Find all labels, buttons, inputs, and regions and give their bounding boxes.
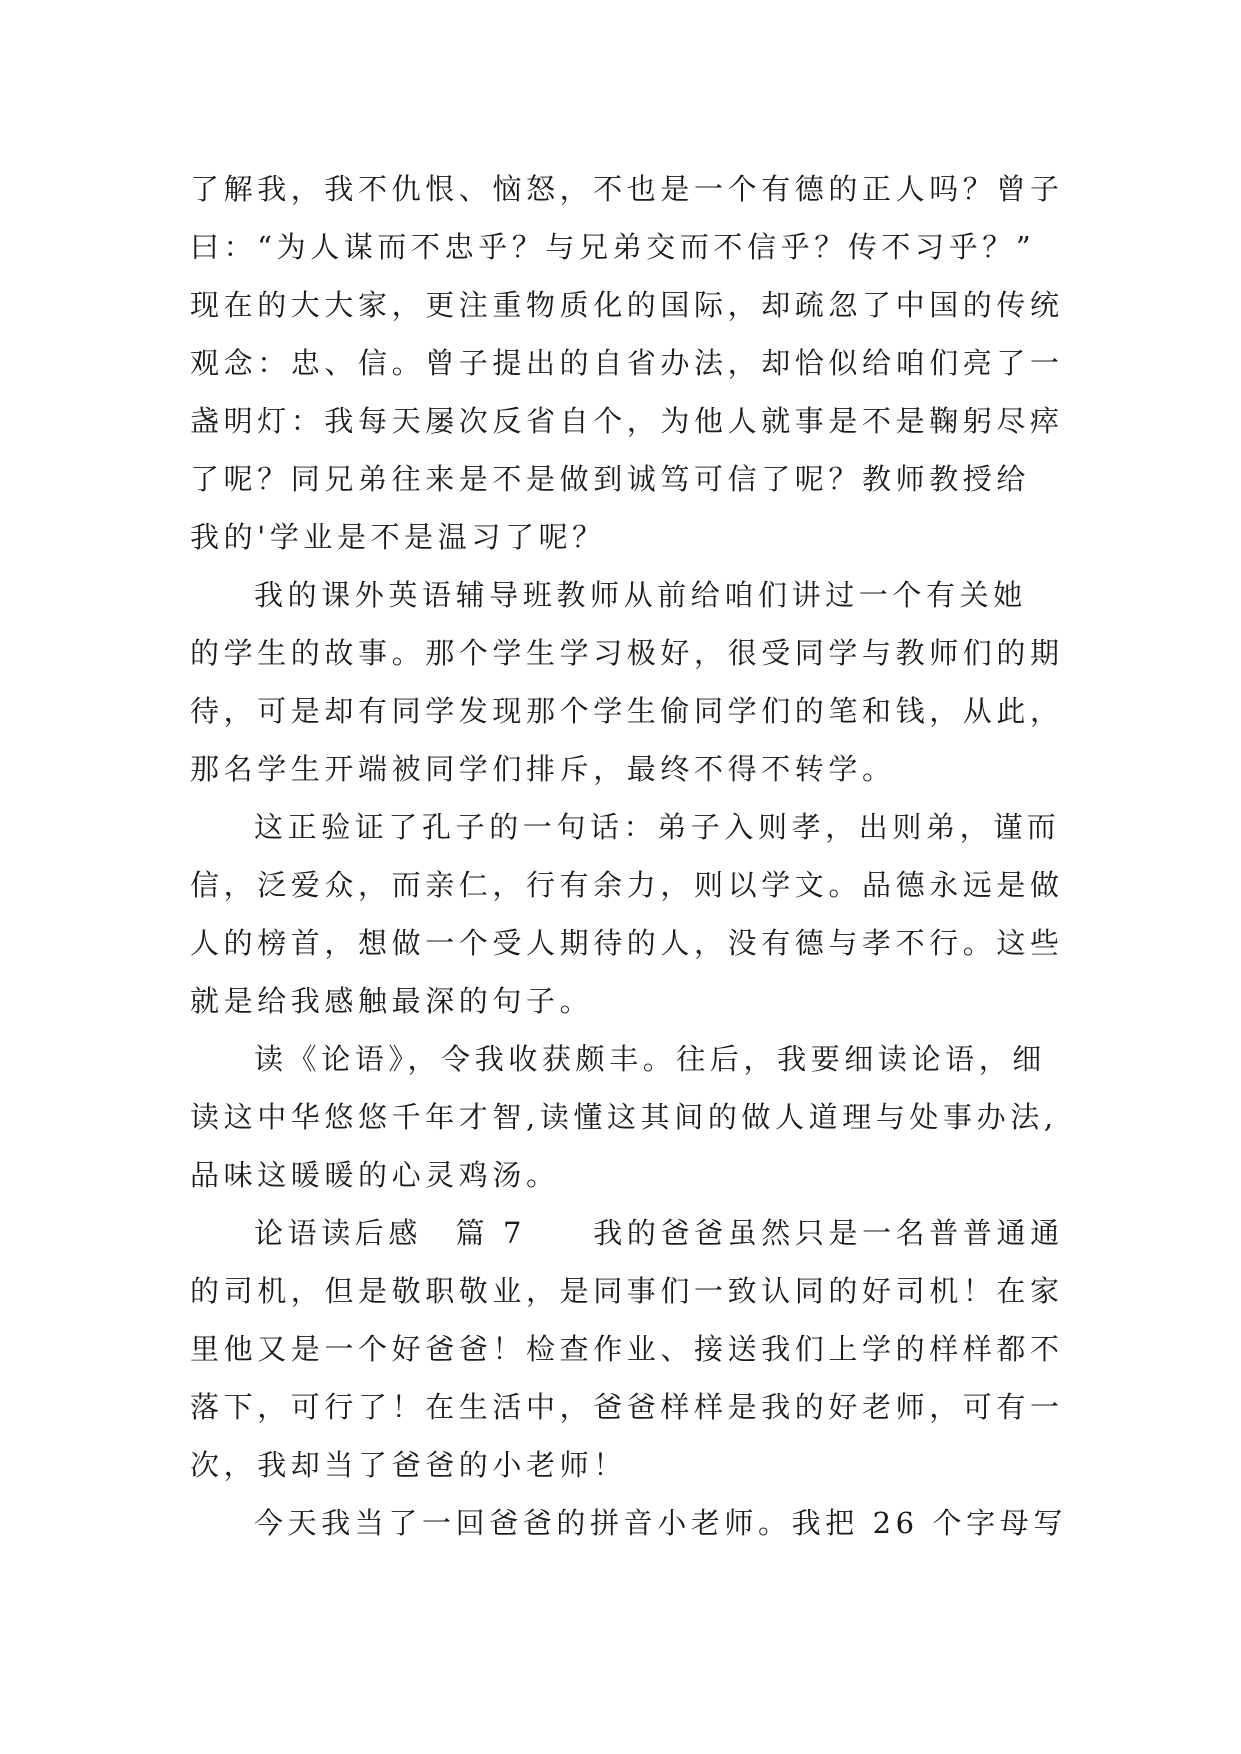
text-line: 那名学生开端被同学们排斥，最终不得不转学。	[190, 752, 896, 786]
paragraph-first-line: 今天我当了一回爸爸的拼音小老师。我把 26 个字母写	[254, 1506, 1067, 1540]
text-line: 人的榜首，想做一个受人期待的人，没有德与孝不行。这些	[190, 926, 1064, 960]
text-line: 待，可是却有同学发现那个学生偷同学们的笔和钱，从此，	[190, 694, 1064, 728]
paragraph-first-line: 我的课外英语辅导班教师从前给咱们讲过一个有关她	[254, 578, 1027, 612]
text-line: 信，泛爱众，而亲仁，行有余力，则以学文。品德永远是做	[190, 868, 1064, 902]
text-line: 就是给我感触最深的句子。	[190, 984, 594, 1018]
text-line: 的学生的故事。那个学生学习极好，很受同学与教师们的期	[190, 636, 1064, 670]
text-line: 了呢？同兄弟往来是不是做到诚笃可信了呢？教师教授给	[190, 462, 1031, 496]
text-line: 我的'学业是不是温习了呢？	[190, 520, 606, 554]
text-line: 了解我，我不仇恨、恼怒，不也是一个有德的正人吗？曾子	[190, 172, 1064, 206]
text-line: 次，我却当了爸爸的小老师！	[190, 1448, 627, 1482]
text-line: 观念：忠、信。曾子提出的自省办法，却恰似给咱们亮了一	[190, 346, 1064, 380]
text-line: 读这中华悠悠千年才智,读懂这其间的做人道理与处事办法,	[190, 1100, 1058, 1134]
paragraph-first-line: 这正验证了孔子的一句话：弟子入则孝，出则弟，谨而	[254, 810, 1061, 844]
section-heading-line: 论语读后感 篇 7 我的爸爸虽然只是一名普普通通	[254, 1216, 1064, 1250]
text-line: 曰：“为人谋而不忠乎？与兄弟交而不信乎？传不习乎？”	[190, 230, 1036, 264]
text-line: 盏明灯：我每天屡次反省自个，为他人就事是不是鞠躬尽瘁	[190, 404, 1064, 438]
text-line: 的司机，但是敬职敬业，是同事们一致认同的好司机！在家	[190, 1274, 1064, 1308]
text-line: 里他又是一个好爸爸！检查作业、接送我们上学的样样都不	[190, 1332, 1064, 1366]
text-line: 落下，可行了！在生活中，爸爸样样是我的好老师，可有一	[190, 1390, 1064, 1424]
body-text	[190, 160, 1070, 1552]
text-line: 品味这暖暖的心灵鸡汤。	[190, 1158, 560, 1192]
paragraph-first-line: 读《论语》，令我收获颇丰。往后，我要细读论语，细	[254, 1042, 1046, 1076]
text-line: 现在的大大家，更注重物质化的国际，却疏忽了中国的传统	[190, 288, 1064, 322]
